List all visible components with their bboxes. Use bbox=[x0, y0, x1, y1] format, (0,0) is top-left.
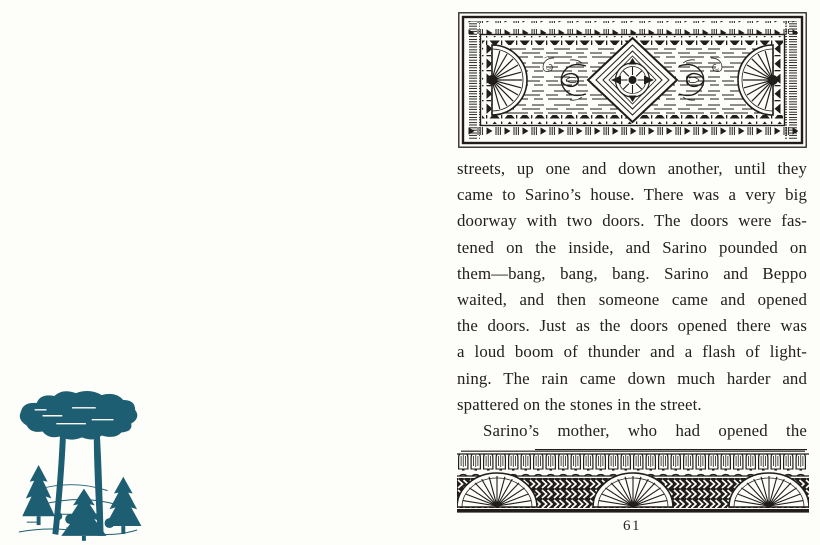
text-line: waited, and then someone came and opened bbox=[457, 289, 807, 309]
body-text bbox=[457, 156, 807, 444]
text-line: Sarino’s mother, who had opened the bbox=[483, 420, 807, 440]
base-rule bbox=[457, 509, 809, 513]
text-line: a loud boom of thunder and a flash of light- bbox=[457, 342, 807, 362]
border-band-top bbox=[467, 21, 798, 34]
page-number: 61 bbox=[623, 518, 641, 534]
border-band-bottom bbox=[467, 126, 798, 139]
text-line: came to Sarino’s house. There was a very big bbox=[457, 185, 807, 205]
headpiece-ornament bbox=[458, 12, 807, 148]
text-line: tened on the inside, and Sarino pounded on bbox=[457, 237, 807, 257]
conifer-left bbox=[22, 465, 55, 516]
pine-canopy bbox=[20, 391, 138, 440]
text-line: ning. The rain came down much harder and bbox=[457, 368, 807, 388]
tailpiece-ornament bbox=[457, 449, 809, 519]
text-line: doorway with two doors. The doors were fas- bbox=[457, 211, 807, 231]
border-band-right bbox=[785, 21, 798, 139]
text-line: streets, up one and down another, until they bbox=[457, 159, 807, 178]
text-line: them—bang, bang, bang. Sarino and Beppo bbox=[457, 263, 807, 283]
pine-trees-vignette-illustration bbox=[13, 388, 143, 541]
top-hairlines bbox=[461, 450, 807, 452]
text-line: the doors. Just as the doors opened there was bbox=[457, 316, 807, 336]
border-band-left bbox=[467, 21, 480, 139]
text-line: spattered on the stones in the street. bbox=[457, 394, 702, 414]
